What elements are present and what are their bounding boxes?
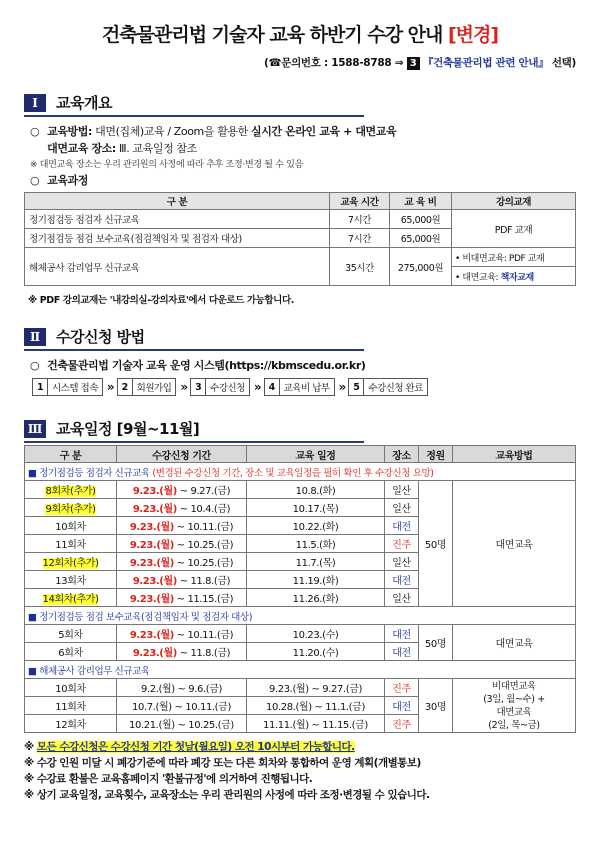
course-label: 교육과정 <box>47 174 89 187</box>
apply-period: 10.21.(월) ~ 10.25.(금) <box>117 715 247 733</box>
col-header: 교육 시간 <box>330 193 390 210</box>
note-mark: ※ <box>24 741 34 753</box>
location: 대전 <box>385 571 419 589</box>
session-cell <box>25 589 117 607</box>
registration-steps <box>24 378 576 396</box>
group-header-row <box>25 463 576 481</box>
apply-start: 9.23.(월) <box>129 522 174 533</box>
apply-period <box>117 625 247 643</box>
group-2-title <box>25 607 576 625</box>
table-row <box>25 248 576 267</box>
section-2-title: 수강신청 방법 <box>56 328 145 346</box>
step-4 <box>264 378 335 396</box>
section-3-title: 교육일정 [9월~11월] <box>56 420 200 438</box>
apply-end: ~ 10.11.(금) <box>176 522 234 533</box>
location: 진주 <box>385 715 419 733</box>
apply-period <box>117 517 247 535</box>
capacity: 30명 <box>419 679 453 733</box>
session-name: 9회차(추가) <box>45 504 96 515</box>
edu-date: 10.22.(화) <box>247 517 385 535</box>
course-hours: 7시간 <box>330 210 390 229</box>
location: 대전 <box>385 625 419 643</box>
title-change-badge: [변경] <box>448 24 499 46</box>
step-3 <box>190 378 250 396</box>
apply-start: 9.23.(월) <box>129 630 174 641</box>
session-name: 11회차 <box>25 535 117 553</box>
circle-bullet-icon: ○ <box>30 125 40 138</box>
step-label: 수강신청 완료 <box>368 383 423 394</box>
location: 진주 <box>385 535 419 553</box>
col-header: 수강신청 기간 <box>117 446 247 463</box>
material-online: • 비대면교육: PDF 교재 <box>452 248 576 267</box>
double-arrow-icon: » <box>106 380 113 394</box>
apply-period <box>117 589 247 607</box>
edu-date: 10.17.(목) <box>247 499 385 517</box>
edu-date: 11.26.(화) <box>247 589 385 607</box>
location: 대전 <box>385 517 419 535</box>
place-text: Ⅲ. 교육일정 참조 <box>119 142 197 155</box>
final-notes <box>24 739 576 803</box>
step-number: 4 <box>265 379 280 395</box>
apply-end: ~ 11.8.(금) <box>179 648 231 659</box>
method-line: (3일, 월~수) + <box>483 693 545 705</box>
method-bold: 실시간 온라인 교육 + 대면교육 <box>250 125 397 138</box>
section-1-heading <box>24 92 364 117</box>
contact-suffix: 선택) <box>551 57 576 69</box>
method-line: 비대면교육 <box>492 680 536 692</box>
apply-end: ~ 9.27.(금) <box>179 486 231 497</box>
note-4: ※ 상기 교육일정, 교육횟수, 교육장소는 우리 관리원의 사정에 따라 조정·변경될 수 있습니다. <box>24 789 430 801</box>
col-header: 교 육 비 <box>390 193 452 210</box>
col-header: 강의교재 <box>452 193 576 210</box>
section-2-heading <box>24 326 364 351</box>
apply-start: 9.23.(월) <box>132 486 177 497</box>
section-3-number: Ⅲ <box>24 420 46 438</box>
section-1-number: Ⅰ <box>24 94 46 112</box>
apply-period <box>117 553 247 571</box>
menu-number-badge: 3 <box>407 57 420 70</box>
course-name: 정기점검등 점검자 신규교육 <box>25 210 330 229</box>
apply-period <box>117 571 247 589</box>
group-1-label: ■ 정기점검등 점검자 신규교육 <box>28 467 150 479</box>
step-label: 회원가입 <box>136 383 172 394</box>
apply-start: 9.23.(월) <box>132 576 177 587</box>
col-header: 구 분 <box>25 193 330 210</box>
place-note: ※ 대면교육 장소는 우리 관리원의 사정에 따라 추후 조정·변경 될 수 있음 <box>30 160 304 170</box>
course-fee: 65,000원 <box>390 229 452 248</box>
group-header-row <box>25 607 576 625</box>
apply-period <box>117 535 247 553</box>
circle-bullet-icon: ○ <box>30 174 40 187</box>
course-material: PDF 교재 <box>452 210 576 248</box>
contact-line <box>24 55 576 70</box>
table-row <box>25 210 576 229</box>
col-header: 교육 일정 <box>247 446 385 463</box>
session-name: 5회차 <box>25 625 117 643</box>
double-arrow-icon: » <box>180 380 187 394</box>
note-1-text: 모든 수강신청은 수강신청 기간 첫날(월요일) 오전 10시부터 가능합니다. <box>36 741 355 753</box>
capacity: 50명 <box>419 481 453 607</box>
edu-date: 11.19.(화) <box>247 571 385 589</box>
material-offline-value: 책자교재 <box>500 272 534 283</box>
course-line <box>24 172 576 189</box>
step-1 <box>32 378 103 396</box>
step-number: 2 <box>118 379 133 395</box>
method-line: (2일, 목~금) <box>488 719 540 731</box>
location: 일산 <box>385 499 419 517</box>
course-fee: 275,000원 <box>390 248 452 286</box>
pdf-footnote: ※ PDF 강의교재는 '내강의실-강의자료'에서 다운로드 가능합니다. <box>28 295 294 306</box>
apply-end: ~ 10.11.(금) <box>176 630 234 641</box>
apply-end: ~ 10.25.(금) <box>176 540 234 551</box>
session-name: 6회차 <box>25 643 117 661</box>
title-text: 건축물관리법 기술자 교육 하반기 수강 안내 <box>101 24 443 46</box>
note-2: ※ 수강 인원 미달 시 폐강기준에 따라 폐강 또는 다른 회차와 통합하여 운영 계획(개별통보) <box>24 757 421 769</box>
session-name: 8회차(추가) <box>45 486 96 497</box>
edu-date: 11.5.(화) <box>247 535 385 553</box>
apply-end: ~ 11.8.(금) <box>179 576 231 587</box>
apply-period <box>117 499 247 517</box>
step-number: 1 <box>33 379 48 395</box>
section-2-number: Ⅱ <box>24 328 46 346</box>
apply-end: ~ 10.25.(금) <box>176 558 234 569</box>
step-label: 교육비 납부 <box>283 383 330 394</box>
session-name: 12회차(추가) <box>42 558 99 569</box>
contact-menu-name: 『건축물관리법 관련 안내』 <box>422 57 549 69</box>
session-cell <box>25 481 117 499</box>
location: 일산 <box>385 553 419 571</box>
place-line <box>24 140 576 157</box>
apply-end: ~ 11.15.(금) <box>176 594 234 605</box>
apply-start: 9.23.(월) <box>129 558 174 569</box>
course-name: 해체공사 감리업무 신규교육 <box>25 248 330 286</box>
apply-period: 9.2.(월) ~ 9.6.(금) <box>117 679 247 697</box>
edu-date: 9.23.(월) ~ 9.27.(금) <box>247 679 385 697</box>
course-hours: 35시간 <box>330 248 390 286</box>
material-offline-label: • 대면교육: <box>455 272 499 283</box>
edu-method: 대면교육 <box>453 481 576 607</box>
session-name: 11회차 <box>25 697 117 715</box>
session-name: 13회차 <box>25 571 117 589</box>
location: 일산 <box>385 481 419 499</box>
place-label: 대면교육 장소: <box>47 142 116 155</box>
double-arrow-icon: » <box>253 380 260 394</box>
location: 대전 <box>385 643 419 661</box>
group-2-label: ■ 정기점검등 점검 보수교육(점검책임자 및 점검자 대상) <box>28 611 253 623</box>
apply-start: 9.23.(월) <box>132 648 177 659</box>
col-header: 장소 <box>385 446 419 463</box>
table-row <box>25 481 576 499</box>
session-name: 12회차 <box>25 715 117 733</box>
session-name: 10회차 <box>25 679 117 697</box>
circle-bullet-icon: ○ <box>30 359 40 372</box>
edu-date: 11.11.(월) ~ 11.15.(금) <box>247 715 385 733</box>
session-cell <box>25 499 117 517</box>
step-number: 5 <box>349 379 364 395</box>
session-name: 10회차 <box>25 517 117 535</box>
apply-start: 9.23.(월) <box>129 540 174 551</box>
group-1-note: (변경된 수강신청 기간, 장소 및 교육일정을 필히 확인 후 수강신청 요망) <box>152 467 434 479</box>
method-label: 교육방법: <box>47 125 93 138</box>
course-name: 정기점검등 점검 보수교육(점검책임자 및 점검자 대상) <box>25 229 330 248</box>
course-fee: 65,000원 <box>390 210 452 229</box>
apply-start: 9.23.(월) <box>132 504 177 515</box>
session-cell <box>25 553 117 571</box>
group-header-row <box>25 661 576 679</box>
group-3-label: ■ 해체공사 감리업무 신규교육 <box>28 665 150 677</box>
course-table <box>24 192 576 286</box>
step-5 <box>348 378 428 396</box>
col-header: 정원 <box>419 446 453 463</box>
apply-end: ~ 10.4.(금) <box>179 504 231 515</box>
edu-method: 대면교육 <box>453 625 576 661</box>
step-label: 시스템 접속 <box>52 383 98 394</box>
edu-date: 10.28.(월) ~ 11.1.(금) <box>247 697 385 715</box>
page-title <box>24 0 576 47</box>
schedule-table <box>24 445 576 733</box>
step-2 <box>117 378 177 396</box>
col-header: 교육방법 <box>453 446 576 463</box>
system-line <box>24 357 576 374</box>
method-line <box>24 123 576 140</box>
apply-period <box>117 481 247 499</box>
apply-period: 10.7.(월) ~ 10.11.(금) <box>117 697 247 715</box>
method-text: 대면(집체)교육 / Zoom을 활용한 <box>95 125 248 138</box>
contact-prefix: (☎문의번호 : 1588-8788 ⇒ <box>263 57 404 69</box>
double-arrow-icon: » <box>338 380 345 394</box>
method-line: 대면교육 <box>496 706 532 718</box>
edu-date: 11.7.(목) <box>247 553 385 571</box>
edu-date: 11.20.(수) <box>247 643 385 661</box>
location: 일산 <box>385 589 419 607</box>
group-1-title <box>25 463 576 481</box>
edu-date: 10.8.(화) <box>247 481 385 499</box>
step-label: 수강신청 <box>210 383 245 394</box>
section-1-title: 교육개요 <box>56 94 112 112</box>
capacity: 50명 <box>419 625 453 661</box>
note-3: ※ 수강료 환불은 교육홈페이지 '환불규정'에 의거하여 진행됩니다. <box>24 773 313 785</box>
apply-period <box>117 643 247 661</box>
table-row <box>25 625 576 643</box>
system-text: 건축물관리법 기술자 교육 운영 시스템(https://kbmscedu.or.kr) <box>47 359 366 372</box>
step-number: 3 <box>191 379 206 395</box>
group-3-title <box>25 661 576 679</box>
table-row <box>25 679 576 697</box>
note-1 <box>24 739 576 755</box>
material-offline <box>452 267 576 286</box>
location: 진주 <box>385 679 419 697</box>
section-3-heading <box>24 418 364 443</box>
edu-method <box>453 679 576 733</box>
session-name: 14회차(추가) <box>42 594 99 605</box>
location: 대전 <box>385 697 419 715</box>
course-hours: 7시간 <box>330 229 390 248</box>
col-header: 구 분 <box>25 446 117 463</box>
edu-date: 10.23.(수) <box>247 625 385 643</box>
apply-start: 9.23.(월) <box>129 594 174 605</box>
